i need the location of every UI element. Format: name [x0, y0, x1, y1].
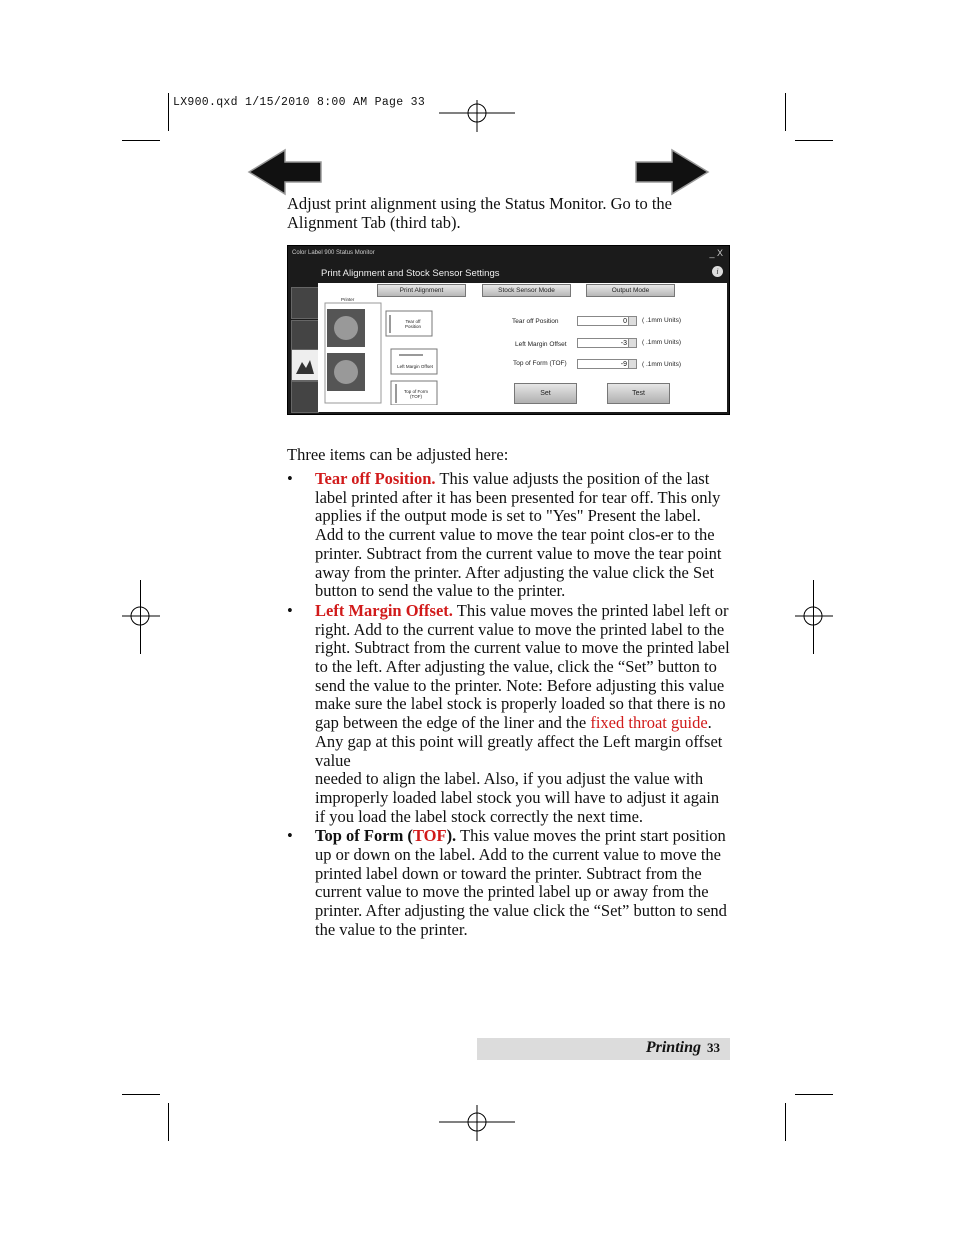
registration-mark-icon — [439, 100, 515, 132]
sidebar-tab-printer-icon[interactable] — [291, 320, 319, 352]
list-item-top-of-form — [287, 827, 732, 939]
adjustment-list — [287, 470, 732, 941]
tab-output-mode[interactable]: Output Mode — [586, 284, 675, 297]
item-text: needed to align the label. Also, if you adjust the value with improperly loaded label stock you will have to adjust it again if you load the label stock correctly the next time. — [315, 769, 720, 826]
page-footer — [477, 1038, 730, 1060]
alignment-panel — [318, 283, 727, 412]
intro-paragraph: Adjust print alignment using the Status Monitor. Go to the Alignment Tab (third tab). — [287, 194, 672, 232]
info-icon[interactable]: i — [712, 266, 723, 277]
previous-page-arrow-icon[interactable] — [247, 148, 323, 196]
top-of-form-unit: ( .1mm Units) — [642, 361, 681, 368]
item-text: This value adjusts the position of the last label printed after it has been presented for tear off. This only applies if the output mode is set to "Yes" Present the label. Add to the current value to move the tear point clos-er to the printer. Subtract from the current value to move the tear point away from the printer. After adjusting the value click the Set button to send the value to the printer. — [315, 469, 722, 601]
bullet: • — [287, 600, 293, 620]
tear-off-position-label: Tear off Position — [512, 318, 559, 325]
bullet: • — [287, 469, 293, 488]
crop-mark — [785, 1103, 786, 1141]
crop-mark — [795, 140, 833, 141]
left-margin-offset-input[interactable]: -3 — [577, 338, 637, 348]
list-item-tear-off — [287, 470, 732, 601]
crop-mark — [168, 93, 169, 131]
status-monitor-screenshot — [287, 245, 730, 415]
left-margin-label: Left Margin Offset — [397, 364, 433, 369]
left-margin-offset-label: Left Margin Offset — [515, 341, 567, 348]
file-slug: LX900.qxd 1/15/2010 8:00 AM Page 33 — [173, 96, 426, 109]
sidebar-tab-status-icon[interactable] — [291, 287, 319, 319]
alignment-diagram — [323, 293, 448, 405]
window-controls[interactable]: _ X — [709, 248, 723, 258]
window-title: Color Label 900 Status Monitor — [292, 250, 375, 256]
registration-mark-icon — [795, 600, 833, 632]
tear-off-unit: ( .1mm Units) — [642, 317, 681, 324]
top-of-form-input[interactable]: -9 — [577, 359, 637, 369]
list-item-left-margin — [287, 602, 732, 826]
sidebar-tab-stock-icon[interactable] — [291, 381, 319, 413]
crop-mark — [785, 93, 786, 131]
sidebar-tab-alignment-icon[interactable] — [291, 349, 319, 381]
crop-mark — [168, 1103, 169, 1141]
crop-mark — [122, 1094, 160, 1095]
item-title: Top of Form ( — [315, 826, 413, 846]
printer-label: Printer — [341, 297, 355, 302]
set-button[interactable]: Set — [514, 383, 577, 404]
fixed-throat-guide-link[interactable]: fixed throat guide — [590, 713, 708, 733]
section-name: Printing — [645, 1039, 701, 1056]
next-page-arrow-icon[interactable] — [634, 148, 710, 196]
panel-title: Print Alignment and Stock Sensor Settings — [321, 268, 500, 279]
items-intro: Three items can be adjusted here: — [287, 445, 509, 464]
item-title: Left Margin Offset. — [315, 600, 453, 620]
tof-label: Top of Form (TOF) — [403, 389, 428, 399]
item-title: ). — [446, 826, 457, 846]
item-text: This value moves the printed label left or right. Add to the current value to move the printed label to the right. Subtract from the current value to move the printed label to the left. After adjusting the value, click the “Set” button to send the value to the printer. Note: Before adjusting this value make sure the label stock is properly loaded so that there is no gap between the edge of the liner and the — [315, 600, 730, 733]
crop-mark — [795, 1094, 833, 1095]
crop-mark — [122, 140, 160, 141]
tab-print-alignment[interactable]: Print Alignment — [377, 284, 466, 297]
registration-mark-icon — [122, 600, 160, 632]
item-text: This value moves the print start position up or down on the label. Add to the current value to move the printed label down or toward the printer. Subtract from the current value to move the printed label up or away from the printer. After adjusting the value click the “Set” button to send the value to the printer. — [315, 826, 727, 939]
registration-mark-icon — [439, 1105, 515, 1141]
tear-off-label: Tear off Position — [404, 319, 421, 329]
tof-link[interactable]: TOF — [412, 826, 447, 846]
footer-text — [646, 1039, 720, 1057]
left-margin-unit: ( .1mm Units) — [642, 339, 681, 346]
test-button[interactable]: Test — [607, 383, 670, 404]
top-of-form-label: Top of Form (TOF) — [513, 360, 567, 367]
item-title: Tear off Position. — [315, 469, 436, 488]
page-number: 33 — [707, 1040, 720, 1055]
item-text: . Any gap at this point will greatly affect the Left margin offset value — [315, 713, 723, 770]
tab-stock-sensor-mode[interactable]: Stock Sensor Mode — [482, 284, 571, 297]
tear-off-position-input[interactable]: 0 — [577, 316, 637, 326]
bullet: • — [287, 826, 293, 846]
